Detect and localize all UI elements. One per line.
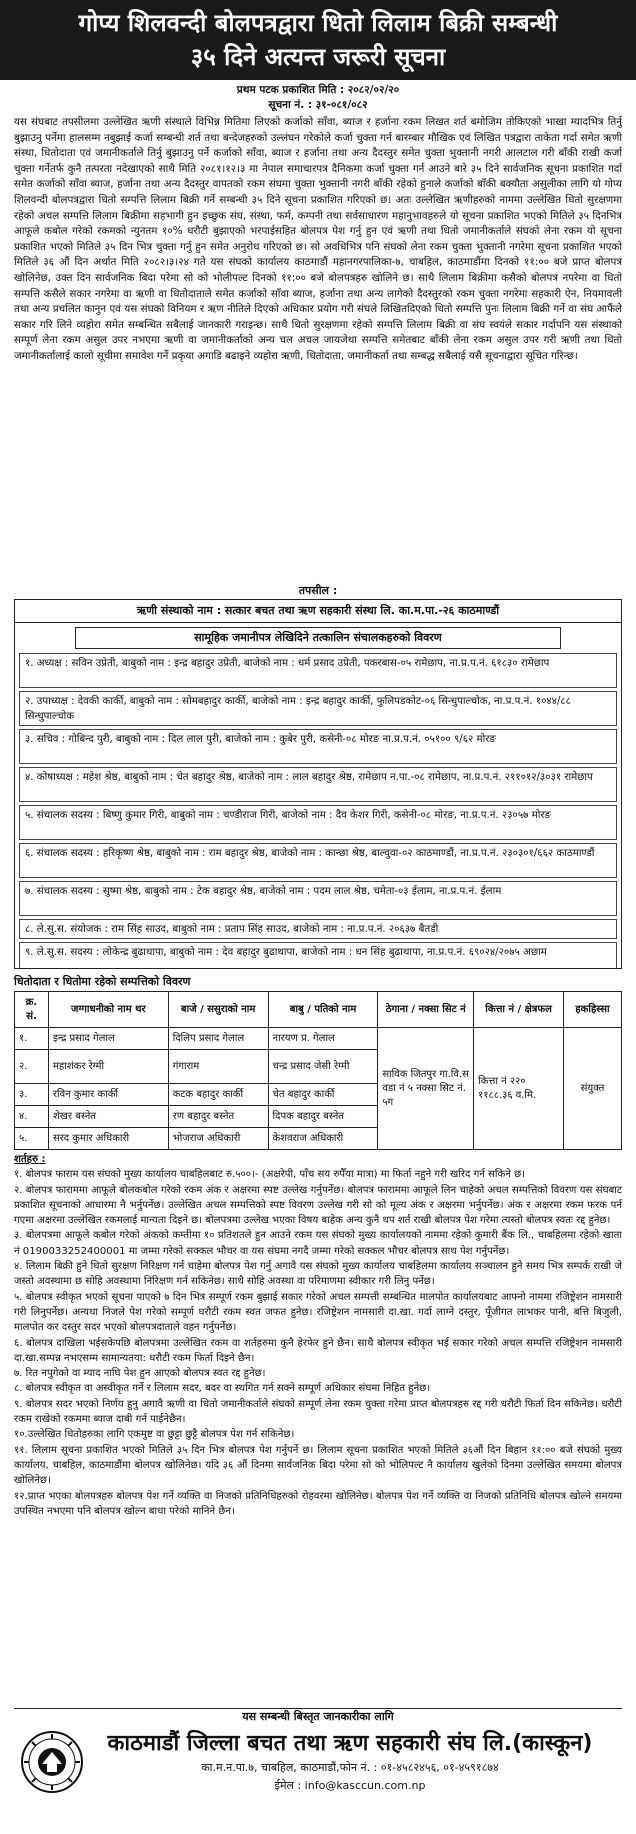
notice-title-line1: गोप्य शिलवन्दी बोलपत्रद्वारा धितो लिलाम बिक्री सम्बन्धी xyxy=(78,9,558,37)
cell-father: चेत बहादुर कार्की xyxy=(268,1084,378,1106)
term-item: २. बोलपत्र फाराममा आफूले बोलकबोल गरेको रकम अंक र अक्षरमा स्पष्ट उल्लेख गर्नुपर्नेछ। बोलपत्र फाराममा आफूले लिन चाहेको अचल सम्पत्तिको विवरण यस संघबाट प्रकाशित सूचनाको आधारमा नै भर्नुपर्नेछ। उल्लेखित अचल सम्पत्तिको स्पष्ट विवरण उल्लेख गरी सो को मूल्य अंक र अक्षरमा भर्नुपर्नेछ। अंक र अक्षरमा रकम फरक पर्न गएमा अक्षरमा उल्लेखित रकमलाई मान्यता दिइने छ। बोलपत्रमा उल्लेख भएका विषय बाहेक अन्य कुनै थप शर्त राखी बोलपत्र पेश गरेमा त्यस्तो बोलपत्र स्वतः रद्द हुनेछ। xyxy=(14,1184,622,1227)
terms-section xyxy=(0,1150,636,1695)
board-member: ९. ले.सु.स. सदस्य : लोकेन्द्र बुढाथापा, बाबुको नाम : देव बहादुर बुढाथापा, बाजेको नाम : धन सिंह बुढाथापा, ना.प्र.प.नं. ६९०२४/२०७५ अछाम xyxy=(19,942,617,969)
property-section-title: धितोदाता र धितोमा रहेको सम्पत्तिको विवरण xyxy=(14,975,191,988)
cell-grandfather: दिलिप प्रसाद गेलाल xyxy=(168,1028,268,1050)
borrower-org-line: ऋणी संस्थाको नाम : सत्कार बचत तथा ऋण सहकारी संस्था लि. का.म.पा.-२६ काठमाण्डौं xyxy=(15,600,621,623)
term-item: ९. बोलपत्र सदर भएको निर्णय हुनु अगावै ऋणी वा धितो जमानीकर्ताले संघको सम्पूर्ण लेना रकम चुक्ता गरेमा प्राप्त बोलपत्रहरु रद्द गरी धरौटी फिर्ता दिन सकिनेछ। धरौटी रकम राखेको रकममा ब्याज दाबी गर्न पाईनेछैन। xyxy=(14,1398,622,1426)
publish-date: प्रथम पटक प्रकाशित मिति : २०८२/०२/२० xyxy=(236,84,400,96)
term-item: ३. बोलपत्रमा आफूले कबोल गरेको अंकको कम्तीमा १० प्रतिशतले हुन आउने रकम यस संघको मुख्य कार्यालयको नाममा रहेको कुमारी बैंक लि., चाबहिलमा रहेको खाता नं 0190033252400001 मा जम्मा गरेको सक्कल भौचर वा यस संघमा नगदै जम्मा गरेको सक्कल भौचर बोलपत्र साथ पेश गर्नुपर्नेछ। xyxy=(14,1230,622,1257)
cell-sn: २. xyxy=(15,1050,49,1084)
cooperative-logo-icon xyxy=(20,1730,84,1794)
cell-father: दिपक बहादुर बस्नेत xyxy=(268,1106,378,1128)
cell-owner: महाशंकर रेग्मी xyxy=(48,1050,168,1084)
table-header-row xyxy=(15,992,622,1028)
term-item: ७. रित नपुगेको वा म्याद नाघि पेश हुन आएको बोलपत्र स्वत रद्द हुनेछ। xyxy=(14,1368,266,1380)
col-header: हकहिस्सा xyxy=(563,992,621,1028)
footer-address: का.म.न.पा.७, चाबहिल, काठमाडौं,फोन नं. : ०१-४५८२४५६, ०१-४५९१८७४ xyxy=(201,1761,499,1774)
notice-meta xyxy=(0,83,636,113)
tapsil-label: तपसील : xyxy=(298,584,338,597)
term-item: ११. लिलाम सूचना प्रकाशित भएको मितिले ३५ दिन भित्र बोलपत्र पेश गर्नुपर्ने छ। लिलाम सूचना प्रकाशित भएको मितिले ३६औं दिन बिहान ११:०० बजे संघको मुख्य कार्यालय, चाबहिल, काठमाडौंमा बोलपत्र खोलिनेछ। यदि ३६ औं दिनमा सार्वजनिक बिदा परेमा सो को भोलिपल्ट नै कार्यालय खुलेको दिनमा उल्लेखित समयमा बोलपत्र खोलिनेछ। xyxy=(14,1444,622,1487)
cell-grandfather: भोजराज अधिकारी xyxy=(168,1128,268,1150)
property-table xyxy=(14,991,622,1150)
cell-owner: शेखर बस्नेत xyxy=(48,1106,168,1128)
board-member: ५. संचालक सदस्य : बिष्णु कुमार गिरी, बाबुको नाम : चण्डीराज गिरी, बाजेको नाम : दैव केशर गिरी, कसेनी-०८ मोरङ, ना.प्र.प.नं. २३०५७ मोरङ xyxy=(19,805,617,840)
cell-sn: ३. xyxy=(15,1084,49,1106)
board-heading: सामूहिक जमानीपत्र लेखिदिने तत्कालिन संचालकहरुको विवरण xyxy=(75,627,561,649)
cell-grandfather: कटक बहादुर कार्की xyxy=(168,1084,268,1106)
term-item: ६. बोलपत्र दाखिला भईसकेपछि बोलपत्रमा उल्लेखित रकम वा शर्तहरुमा कुनै हेरफेर हुने छैन। साथै बोलपत्र स्वीकृत भई सकार गरेको अचल सम्पत्ति रजिष्ट्रेशन नामसारी दा.खा.सम्पन्न नभएसम्म सामान्यतया: धरौटी रकम फिर्ता दिइने छैन। xyxy=(14,1337,622,1364)
cell-owner: सरद कुमार अधिकारी xyxy=(48,1128,168,1150)
table-row xyxy=(15,1028,622,1050)
board-member: २. उपाध्यक्ष : देवकी कार्की, बाबुको नाम : सोमबहादुर कार्की, बाजेको नाम : इन्द्र बहादुर कार्की, फुलिपडकोट-०६ सिन्धुपाल्चोक, ना.प्र.प.नं. १०४४/८८ सिन्धुपाल्चोक xyxy=(19,691,617,726)
cell-father: नारयण प्र. गेलाल xyxy=(268,1028,378,1050)
cell-grandfather: गंगाराम xyxy=(168,1050,268,1084)
cell-father: केशवराज अधिकारी xyxy=(268,1128,378,1150)
footer-info-line: यस सम्बन्धी बिस्तृत जानकारीका लागि xyxy=(14,1708,622,1725)
board-member: १. अध्यक्ष : सविन उप्रेती, बाबुको नाम : इन्द्र बहादुर उप्रेती, बाजेको नाम : धर्म प्रसाद उप्रेती, पकरबास-०५ रामेछाप, ना.प्र.प.नं. ६१८३० रामेछाप xyxy=(19,653,617,688)
cell-owner: रविन कुमार कार्की xyxy=(48,1084,168,1106)
board-member: ३. सचिव : गोबिन्द पुरी, बाबुको नाम : दिल लाल पुरी, बाजेको नाम : कुबेर पुरी, कसेनी-०८ मोरङ ना.प्र.प.नं. ०५१०० ९/६२ मोरङ xyxy=(19,729,617,764)
col-header: कित्ता नं / क्षेत्रफल xyxy=(474,992,564,1028)
board-member: ४. कोषाध्यक्ष : महेश श्रेष्ठ, बाबुको नाम : चेत बहादुर श्रेष्ठ, बाजेको नाम : लाल बहादुर श्रेष्ठ, रामेछाप न.पा.-०८ रामेछाप, ना.प्र.प.नं. २११०१२/३०३१ रामेछाप xyxy=(19,767,617,802)
col-header: क्र. सं. xyxy=(15,992,49,1028)
cell-address: साविक जितपुर गा.वि.स वडा नं ५ नक्सा सिट नं. ५ग xyxy=(378,1028,474,1150)
col-header: जग्गाधनीको नाम थर xyxy=(48,992,168,1028)
term-item: ४. लिलाम बिक्री हुने धितो सुरक्षण निरिक्षण गर्न चाहेमा बोलपत्र पेश गर्नु अगावै यस संघको मुख्य कार्यालय चाबहिलमा कार्यालय सञ्चालन हुने समय भित्र सम्पर्क राखी जे जस्तो अवस्थामा छ सोहि अवस्थामा निरिक्षण गर्न सकिनेछ। साथै सोहि अवस्था वा परिमाणमा स्वीकार गरी लिनु पर्नेछ। xyxy=(14,1261,622,1288)
terms-heading: शर्तहरु : xyxy=(14,1154,46,1165)
col-header: ठेगाना / नक्सा सिट नं xyxy=(378,992,474,1028)
cell-share: संयुक्त xyxy=(563,1028,621,1150)
col-header: बाबु / पतिको नाम xyxy=(268,992,378,1028)
footer-org-name: काठमाडौं जिल्ला बचत तथा ऋण सहकारी संघ लि.(कास्कून) xyxy=(107,1731,593,1756)
cell-sn: ५. xyxy=(15,1128,49,1150)
board-member: ६. संचालक सदस्य : हरिकृष्ण श्रेष्ठ, बाबुको नाम : राम बहादुर श्रेष्ठ, बाजेको नाम : कान्छा श्रेष्ठ, बाल्वुवा-०२ काठमाण्डौं, ना.प्र.प.नं. २३०३०१/६६२ काठमाण्डौं xyxy=(19,843,617,878)
notice-title-line2: ३५ दिने अत्यन्त जरूरी सूचना xyxy=(190,43,446,71)
intro-paragraph: यस संघबाट तपसीलमा उल्लेखित ऋणी संस्थाले विभिन्न मितिमा लिएको कर्जाको साँवा, ब्याज र हर्जाना रकम लिखत शर्त बमोजिम तोकिएको भाखा म्यादभित्र तिर्नु बुझाउनु पर्नेमा हालसम्म नबुझाई कर्जा सम्बन्धी शर्त तथा बन्देजहरुको उल्लंघन गरेकोले कर्जा चुक्ता गर्न बारम्बार मौखिक एवं लिखित पत्रद्वारा ताकेता गर्दा समेत ऋणी संस्था, धितोदाता एवं जमानीकर्ताले तिर्नु बुझाउनु पर्ने कर्जाको साँवा, ब्याज र हर्जाना तथा अन्य दैदस्तुर समेत चुक्ता भुक्तानी नगरी आलटाल गरी बाँकी राखी कर्जा चुक्ता गर्नेतर्फ कुनै तत्परता नदेखाएको साथै मिति २०८१।१२।३ मा नेपाल समाचारपत्र दैनिकमा कर्जा चुक्ता गर्न आउने बारे ३५ दिने सार्वजनिक सूचना प्रकाशित गर्दा समेत कर्जाको साँवा ब्याज, हर्जाना तथा अन्य दैदस्तुर वापतको रकम संघमा चुक्ता भुक्तानी नगरी बाँकी रहेको हुनाले कर्जाको बाँकी बक्यौता असुलीका लागि यो गोप्य शिलवन्दी बोलपत्रद्वारा धितो सम्पत्ति लिलाम बिक्री गर्ने सम्बन्धी ३५ दिने सूचना प्रकाशित गरिएको छ। अतः उल्लेखित ऋणीहरुको नाममा उल्लेखित धितो सुरक्षणमा रहेको अचल सम्पत्ति लिलाम बिक्रीमा सहभागी हुन इच्छुक संघ, संस्था, फर्म, कम्पनी तथा सर्वसाधारण महानुभावहरुले यो सूचना प्रकाशित भएको मितिले ३५ दिनभित्र आफूले कबोल गरेको रकमको न्युनतम १०% धरौटी बुझाएको भरपाईसहित बोलपत्र पेश गर्नु हुन एवं ऋणी तथा धितो जमानीकर्ताले संघको लेना रकम यो सूचना प्रकाशित भएको मितिले ३५ दिन भित्र चुक्ता गर्नु हुन समेत अनुरोध गरिएको छ। सो अवधिभित्र पनि संघको लेना रकम चुक्ता भुक्तानी नगरेमा सूचना प्रकाशित भएको मितिले ३६ औं दिन अर्थात मिति २०८२।३।२४ गते यस संघको कार्यालय काठमाडौं महानगरपालिका-७, चाबहिल, काठमाडौंमा दिनको ११:०० बजे प्राप्त बोलपत्र खोलिनेछ, उक्त दिन सार्वजनिक बिदा परेमा सो को भोलीपल्ट दिनको ११:०० बजे बोलपत्रहरु खोलिने छ। साथै लिलाम बिक्रीमा कसैको बोलपत्र नपरेमा वा धितो सम्पत्ति कसैले सकार नगरेमा वा ऋणी वा धितोदाताले समेत कर्जाको साँवा ब्याज, हर्जाना तथा अन्य लागेको दैदस्तुरको रकम चुक्ता नगरेमा सहकारी ऐन, नियमावली तथा अन्य प्रचलित कानुन एवं यस संघको विनियम र ऋण नीतिले दिएको अधिकार प्रयोग गरी संघले लिखितदिएको धितो सम्पत्ति पुनः लिलाम बिक्री गर्ने वा संघ आफैंले सकार गरि लिने व्यहोरा समेत सम्बन्धित सबैलाई जानकारी गराइन्छ। साथै धितो सुरक्षणमा रहेको सम्पत्ति लिलाम बिक्री वा संघ स्वयंले सकार गर्दापनि यस संस्थाको सम्पूर्ण लेना रकम असुल उपर नभएमा ऋणी वा जमानीकर्ताको अन्य चल अचल जायजेथा सम्पत्ति समेतबाट बाँकी लेना रकम असुल उपर गरी ऋणी तथा धितो जमानीकर्तालाई कालो सूचीमा समावेश गर्ने प्रकृया अगाडि बढाइने व्यहोरा ऋणी, धितोदाता, जमानीकर्ता तथा सम्बद्ध सबैलाई यसै सूचनाद्वारा सूचित गरिन्छ। xyxy=(14,116,623,362)
cell-sn: १. xyxy=(15,1028,49,1050)
term-item: ८. बोलपत्र स्वीकृत वा अस्वीकृत गर्ने र लिलाम सदर, बदर वा स्थगित गर्न सक्ने सम्पूर्ण अधिकार संघमा निहित हुनेछ। xyxy=(14,1383,431,1395)
board-member: ८. ले.सु.स. संयोजक : राम सिंह साउद, बाबुको नाम : प्रताप सिंह साउद, बाजेको नाम : ना.प्र.प.नं. २०६३७ बैतडी xyxy=(19,919,617,939)
cell-owner: इन्द्र प्रसाद गेलाल xyxy=(48,1028,168,1050)
cell-father: चन्द्र प्रसाद जेसी रेग्मी xyxy=(268,1050,378,1084)
footer xyxy=(0,1708,636,1834)
term-item: ५. बोलपत्र स्वीकृत भएको सूचना पाएको ७ दिन भित्र सम्पूर्ण रकम बुझाई सकार गरेको अचल सम्पत्ती सम्बन्धित मालपोत कार्यालयबाट आफ्नो नाममा रजिष्ट्रेशन नामसारी गरी लिनुपर्नेछ। अन्यथा निजले पेश गरेको सम्पूर्ण धरौटी रकम स्वत जफत हुनेछ। रजिष्ट्रेशन नामसारी दा.खा. गर्दा लाग्ने दस्तुर, पूँजीगत लाभकर पानी, बत्ति बिजुली, मालपोत कर दस्तुर सदर भएको बोलपत्रदाताले वहन गर्नुपर्नेछ। xyxy=(14,1291,622,1334)
term-item: १. बोलपत्र फाराम यस संघको मुख्य कार्यालय चाबहिलबाट रु.५००।- (अक्षरेपी, पाँच सय रुपैँया मात्रा) मा फिर्ता नहुने गरी खरिद गर्न सकिने छ। xyxy=(14,1169,525,1181)
footer-email[interactable]: ईमेल : info@kasccun.com.np xyxy=(274,1779,426,1792)
cell-grandfather: रण बहादुर बस्नेत xyxy=(168,1106,268,1128)
cell-sn: ४. xyxy=(15,1106,49,1128)
col-header: बाजे / ससुराको नाम xyxy=(168,992,268,1028)
term-item: १२.प्राप्त भएका बोलपत्रहरु बोलपत्र पेश गर्ने व्यक्ति वा निजको प्रतिनिधिहरुको रोहवरमा खोलिनेछ। बोलपत्र पेश गर्ने व्यक्ति वा निजको प्रतिनिधि बोलपत्र खोल्ने समयमा उपस्थित नभएमा पनि बोलपत्र खोल्न बाधा परेको मानिने छैन। xyxy=(14,1490,622,1517)
notice-header xyxy=(0,0,636,80)
borrower-box xyxy=(14,599,622,969)
notice-number: सूचना नं. : ३१-०८१/०८२ xyxy=(268,99,368,111)
term-item: १०.उल्लेखित धितोहरुका लागि एकमुष्ट वा छुट्टा छुट्टै बोलपत्र पेश गर्न सकिनेछ। xyxy=(14,1429,295,1441)
board-member: ७. संचालक सदस्य : सुष्मा श्रेष्ठ, बाबुको नाम : टेक बहादुर श्रेष्ठ, बाजेको नाम : पदम लाल श्रेष्ठ, चमेता-०३ ईलाम, ना.प्र.प.नं. ईलाम xyxy=(19,881,617,916)
cell-plot: कित्ता नं २२० ११८८.३६ व.मि. xyxy=(474,1028,564,1150)
